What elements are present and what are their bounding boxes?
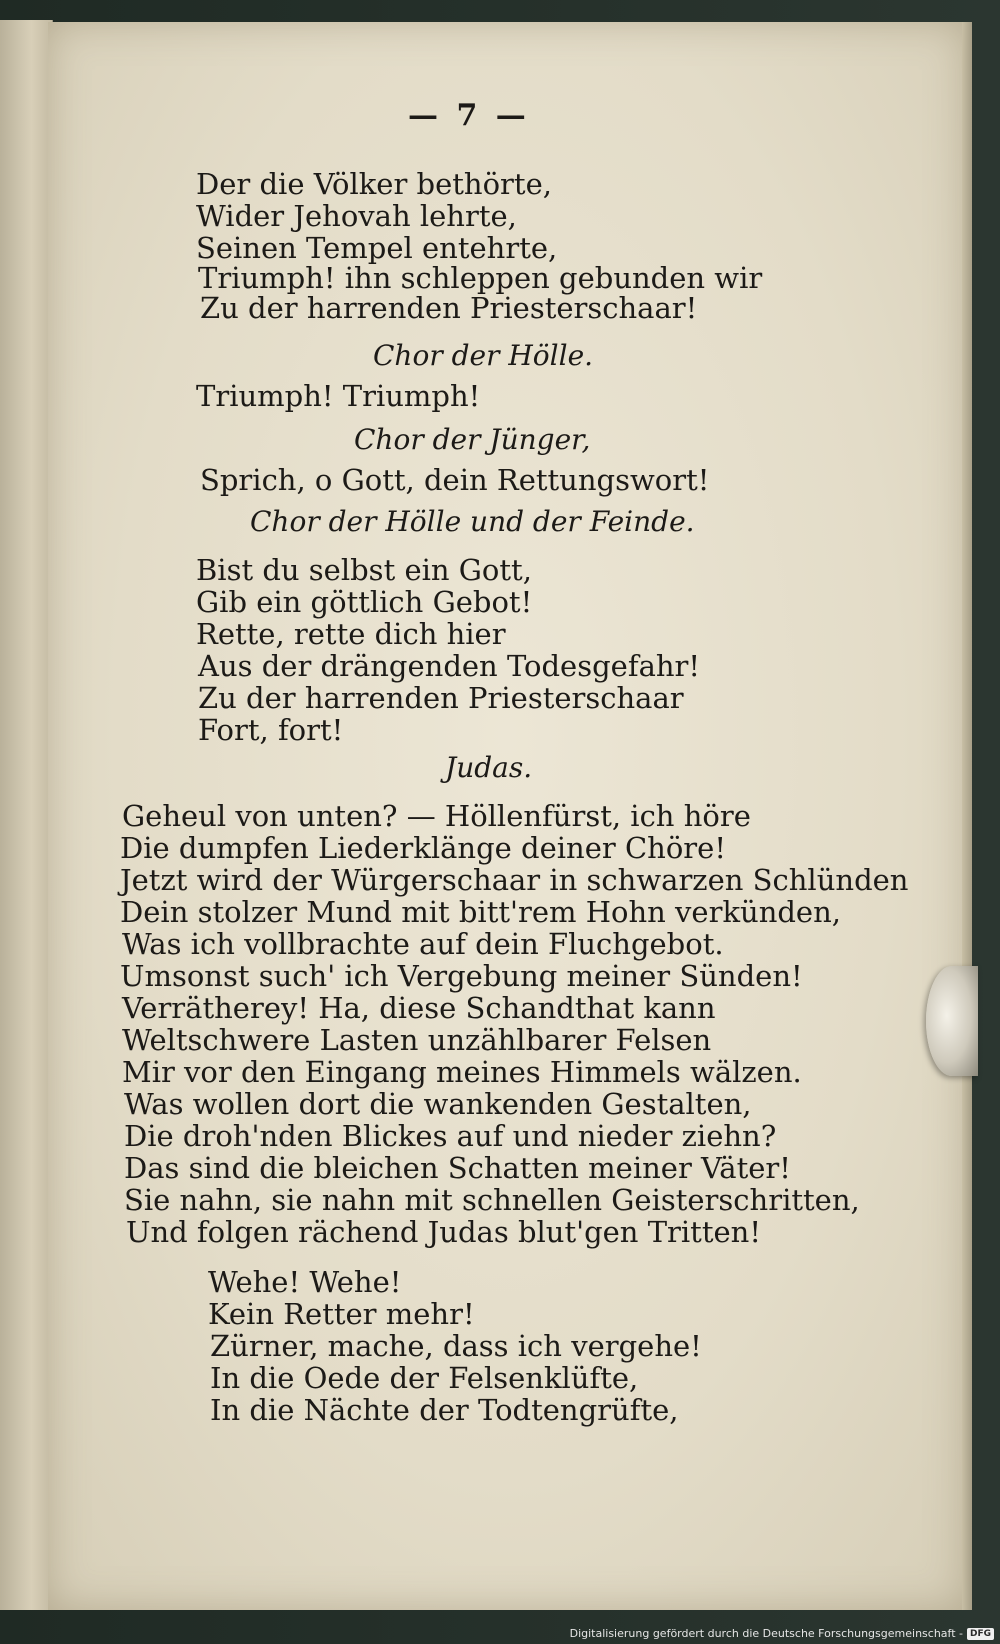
- verse-line: Sie nahn, sie nahn mit schnellen Geisterschritten,: [124, 1183, 860, 1217]
- verse-line: Sprich, o Gott, dein Rettungswort!: [200, 463, 710, 497]
- verse-line: Was ich vollbrachte auf dein Fluchgebot.: [122, 927, 724, 961]
- verse-line: Kein Retter mehr!: [208, 1297, 475, 1331]
- verse-line: Seinen Tempel entehrte,: [196, 231, 558, 265]
- verse-line: Mir vor den Eingang meines Himmels wälzen.: [122, 1055, 802, 1089]
- verse-line: Dein stolzer Mund mit bitt'rem Hohn verkünden,: [120, 895, 841, 929]
- speaker-heading: Chor der Hölle und der Feinde.: [250, 505, 695, 538]
- verse-line: Geheul von unten? — Höllenfürst, ich höre: [122, 799, 751, 833]
- verse-line: Der die Völker bethörte,: [196, 167, 552, 201]
- verse-line: In die Nächte der Todtengrüfte,: [210, 1393, 679, 1427]
- verse-line: Verrätherey! Ha, diese Schandthat kann: [122, 991, 716, 1025]
- verse-line: Gib ein göttlich Gebot!: [196, 585, 533, 619]
- verse-line: Weltschwere Lasten unzählbarer Felsen: [122, 1023, 712, 1057]
- verse-line: Aus der drängenden Todesgefahr!: [198, 649, 701, 683]
- speaker-heading: Judas.: [445, 751, 533, 784]
- page-clip: [926, 966, 978, 1076]
- page-block-edge: [962, 22, 972, 1610]
- verse-line: Bist du selbst ein Gott,: [196, 553, 532, 587]
- verse-line: Zürner, mache, dass ich vergehe!: [210, 1329, 702, 1363]
- verse-line: In die Oede der Felsenklüfte,: [210, 1361, 639, 1395]
- verse-line: Zu der harrenden Priesterschaar: [198, 681, 684, 715]
- verse-line: Und folgen rächend Judas blut'gen Tritten!: [126, 1215, 761, 1249]
- verse-line: Zu der harrenden Priesterschaar!: [200, 291, 698, 325]
- dfg-logo: DFG: [967, 1628, 994, 1640]
- verse-line: Wider Jehovah lehrte,: [196, 199, 517, 233]
- verse-line: Rette, rette dich hier: [196, 617, 506, 651]
- verse-line: Wehe! Wehe!: [208, 1265, 402, 1299]
- digitization-credit: [570, 1627, 994, 1640]
- verse-line: Umsonst such' ich Vergebung meiner Sünden!: [120, 959, 803, 993]
- verse-line: Fort, fort!: [198, 713, 344, 747]
- verse-line: Was wollen dort die wankenden Gestalten,: [124, 1087, 752, 1121]
- page-number: — 7 —: [408, 98, 530, 133]
- verse-line: Die droh'nden Blickes auf und nieder ziehn?: [124, 1119, 777, 1153]
- speaker-heading: Chor der Hölle.: [373, 339, 594, 372]
- verse-line: Das sind die bleichen Schatten meiner Väter!: [124, 1151, 791, 1185]
- speaker-heading: Chor der Jünger,: [354, 423, 591, 456]
- verse-line: Jetzt wird der Würgerschaar in schwarzen Schlünden: [120, 863, 909, 897]
- verse-line: Triumph! Triumph!: [196, 379, 481, 413]
- verse-line: Die dumpfen Liederklänge deiner Chöre!: [120, 831, 726, 865]
- credit-text: Digitalisierung gefördert durch die Deutsche Forschungsgemeinschaft -: [569, 1627, 963, 1640]
- facing-page-edge: [0, 20, 53, 1610]
- verse-line: Triumph! ihn schleppen gebunden wir: [198, 261, 763, 295]
